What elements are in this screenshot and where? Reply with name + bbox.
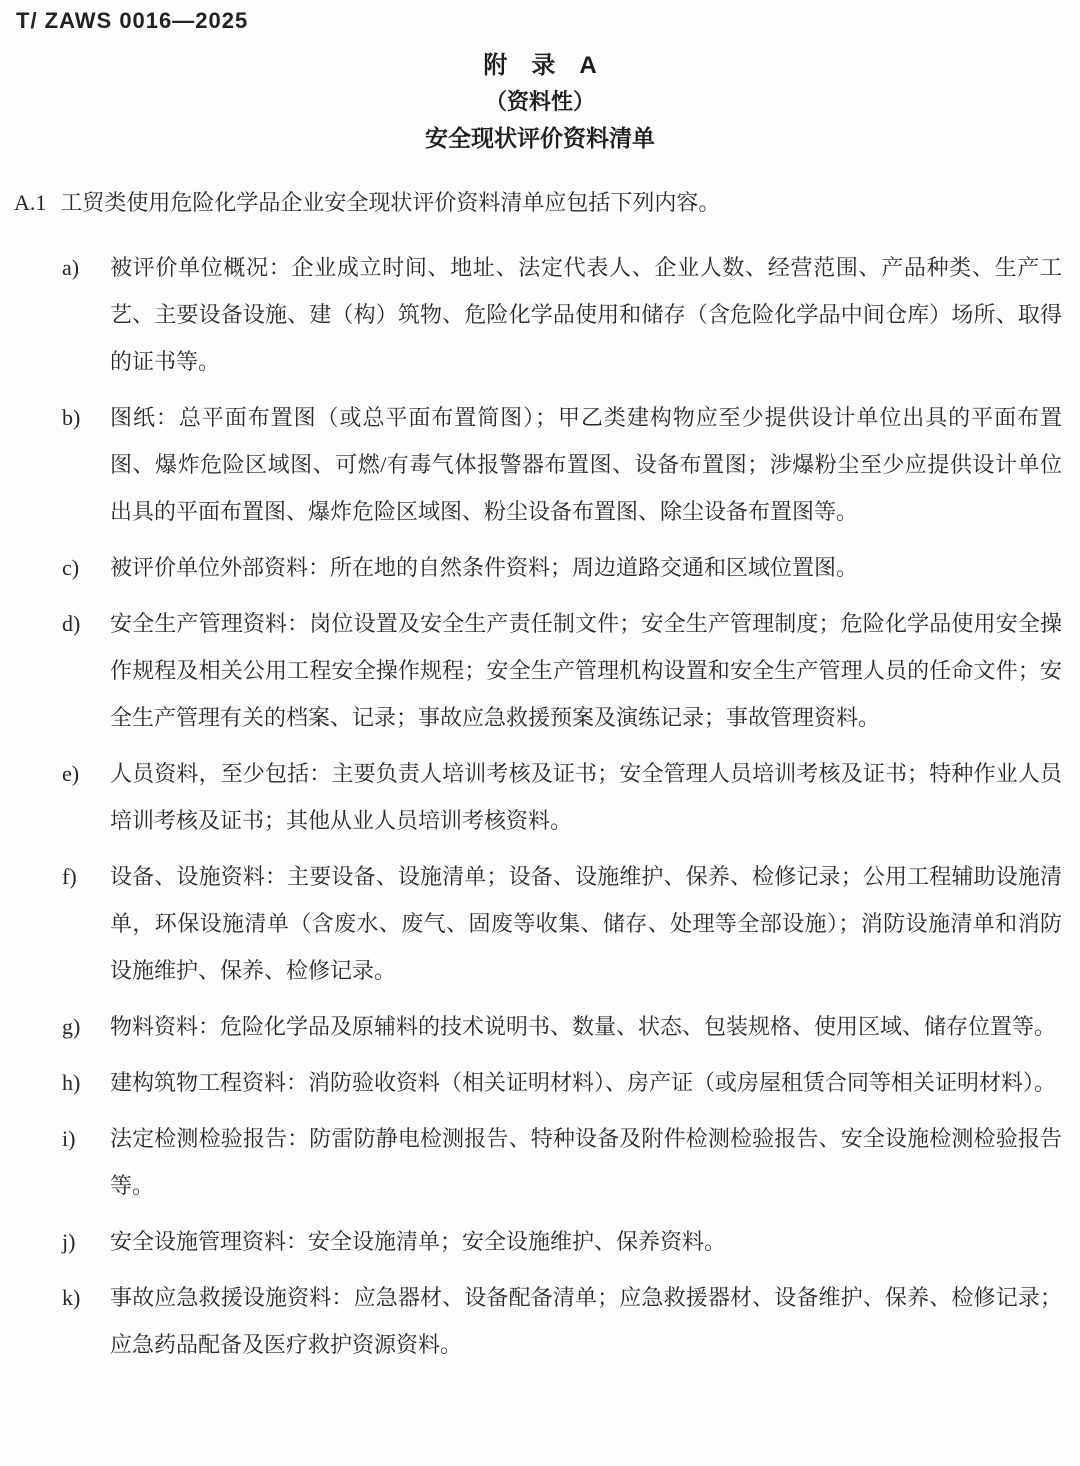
- list-item-c: [0, 544, 1080, 591]
- list-item-j: [0, 1218, 1080, 1265]
- item-text: 安全设施管理资料：安全设施清单；安全设施维护、保养资料。: [110, 1229, 727, 1254]
- clause-text: 工贸类使用危险化学品企业安全现状评价资料清单应包括下列内容。: [60, 190, 721, 215]
- item-text: 设备、设施资料：主要设备、设施清单；设备、设施维护、保养、检修记录；公用工程辅助设施清单，环保设施清单（含废水、废气、固废等收集、储存、处理等全部设施）；消防设施清单和消防设施维护、保养、检修记录。: [110, 864, 1062, 983]
- item-text: 事故应急救援设施资料：应急器材、设备配备清单；应急救援器材、设备维护、保养、检修记录；应急药品配备及医疗救护资源资料。: [110, 1285, 1062, 1357]
- item-label: c): [62, 555, 80, 580]
- item-text: 人员资料，至少包括：主要负责人培训考核及证书；安全管理人员培训考核及证书；特种作业人员培训考核及证书；其他从业人员培训考核资料。: [110, 761, 1062, 833]
- item-text: 物料资料：危险化学品及原辅料的技术说明书、数量、状态、包装规格、使用区域、储存位置等。: [110, 1014, 1057, 1039]
- item-text: 法定检测检验报告：防雷防静电检测报告、特种设备及附件检测检验报告、安全设施检测检验报告等。: [110, 1126, 1062, 1198]
- item-text: 图纸：总平面布置图（或总平面布置简图）；甲乙类建构物应至少提供设计单位出具的平面布置图、爆炸危险区域图、可燃/有毒气体报警器布置图、设备布置图；涉爆粉尘至少应提供设计单位出具的平面布置图、爆炸危险区域图、粉尘设备布置图、除尘设备布置图等。: [110, 405, 1062, 524]
- standard-number: T/ ZAWS 0016—2025: [16, 8, 249, 33]
- list-item-i: [0, 1115, 1080, 1209]
- list-item-h: [0, 1059, 1080, 1106]
- item-label: k): [62, 1285, 81, 1310]
- item-label: e): [62, 761, 80, 786]
- item-text: 建构筑物工程资料：消防验收资料（相关证明材料）、房产证（或房屋租赁合同等相关证明材料）。: [110, 1070, 1057, 1095]
- clause-a1: [14, 186, 1063, 220]
- list-item-e: [0, 750, 1080, 844]
- item-label: g): [62, 1014, 81, 1039]
- item-label: h): [62, 1070, 81, 1095]
- item-label: a): [62, 255, 80, 280]
- clause-number: A.1: [14, 190, 47, 215]
- appendix-title: 附 录 A: [483, 52, 597, 79]
- item-label: b): [62, 405, 81, 430]
- item-text: 被评价单位概况：企业成立时间、地址、法定代表人、企业人数、经营范围、产品种类、生产工艺、主要设备设施、建（构）筑物、危险化学品使用和储存（含危险化学品中间仓库）场所、取得的证书等。: [110, 255, 1062, 374]
- item-label: i): [62, 1126, 76, 1151]
- list-item-f: [0, 853, 1080, 994]
- item-label: j): [62, 1229, 76, 1254]
- list-item-b: [0, 394, 1080, 535]
- material-list: [0, 244, 1080, 1368]
- list-item-d: [0, 600, 1080, 741]
- item-label: d): [62, 611, 81, 636]
- appendix-subtitle: （资料性）: [484, 89, 595, 114]
- list-item-g: [0, 1003, 1080, 1050]
- item-text: 安全生产管理资料：岗位设置及安全生产责任制文件；安全生产管理制度；危险化学品使用安全操作规程及相关公用工程安全操作规程；安全生产管理机构设置和安全生产管理人员的任命文件；安全生产管理有关的档案、记录；事故应急救援预案及演练记录；事故管理资料。: [110, 611, 1062, 730]
- list-item-k: [0, 1274, 1080, 1368]
- appendix-heading: 安全现状评价资料清单: [425, 125, 655, 151]
- item-label: f): [62, 864, 77, 889]
- list-item-a: [0, 244, 1080, 385]
- item-text: 被评价单位外部资料：所在地的自然条件资料；周边道路交通和区域位置图。: [110, 555, 859, 580]
